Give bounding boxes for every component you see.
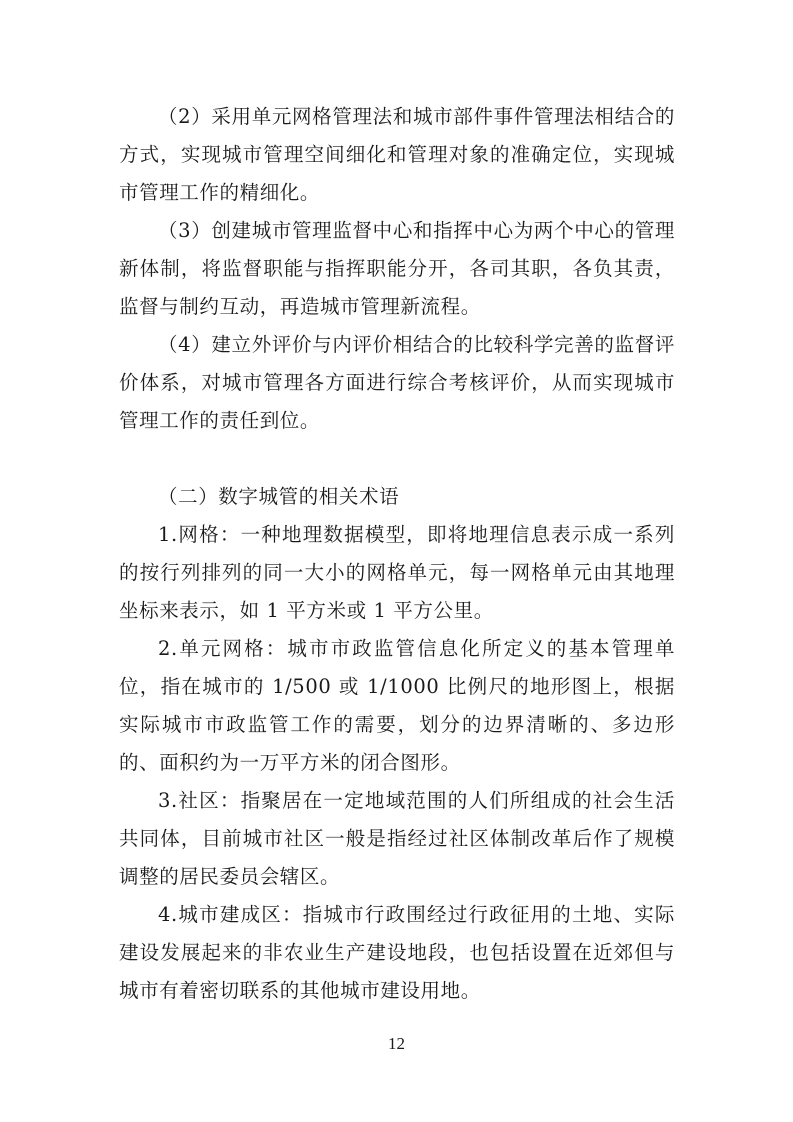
term-unit-grid: 2.单元网格：城市市政监管信息化所定义的基本管理单位，指在城市的 1/500 或 1/1000 比例尺的地形图上，根据实际城市市政监管工作的需要，划分的边界清晰的、多边形的、面积约为一万平方米的闭合图形。 bbox=[119, 637, 675, 774]
paragraph-item-2: （2）采用单元网格管理法和城市部件事件管理法相结合的方式，实现城市管理空间细化和管理对象的准确定位，实现城市管理工作的精细化。 bbox=[119, 105, 675, 204]
section-heading: （二）数字城管的相关术语 bbox=[158, 485, 400, 508]
paragraph-item-3: （3）创建城市管理监督中心和指挥中心为两个中心的管理新体制，将监督职能与指挥职能分开，各司其职，各负其责，监督与制约互动，再造城市管理新流程。 bbox=[119, 219, 675, 318]
page-number: 12 bbox=[388, 1034, 405, 1053]
term-built-up-area: 4.城市建成区：指城市行政围经过行政征用的土地、实际建设发展起来的非农业生产建设地段，也包括设置在近郊但与城市有着密切联系的其他城市建设用地。 bbox=[119, 903, 675, 1002]
term-grid: 1.网格：一种地理数据模型，即将地理信息表示成一系列的按行列排列的同一大小的网格单元，每一网格单元由其地理坐标来表示，如 1 平方米或 1 平方公里。 bbox=[119, 523, 675, 622]
term-community: 3.社区：指聚居在一定地域范围的人们所组成的社会生活共同体，目前城市社区一般是指经过社区体制改革后作了规模调整的居民委员会辖区。 bbox=[119, 789, 675, 888]
paragraph-item-4: （4）建立外评价与内评价相结合的比较科学完善的监督评价体系，对城市管理各方面进行综合考核评价，从而实现城市管理工作的责任到位。 bbox=[119, 333, 675, 432]
